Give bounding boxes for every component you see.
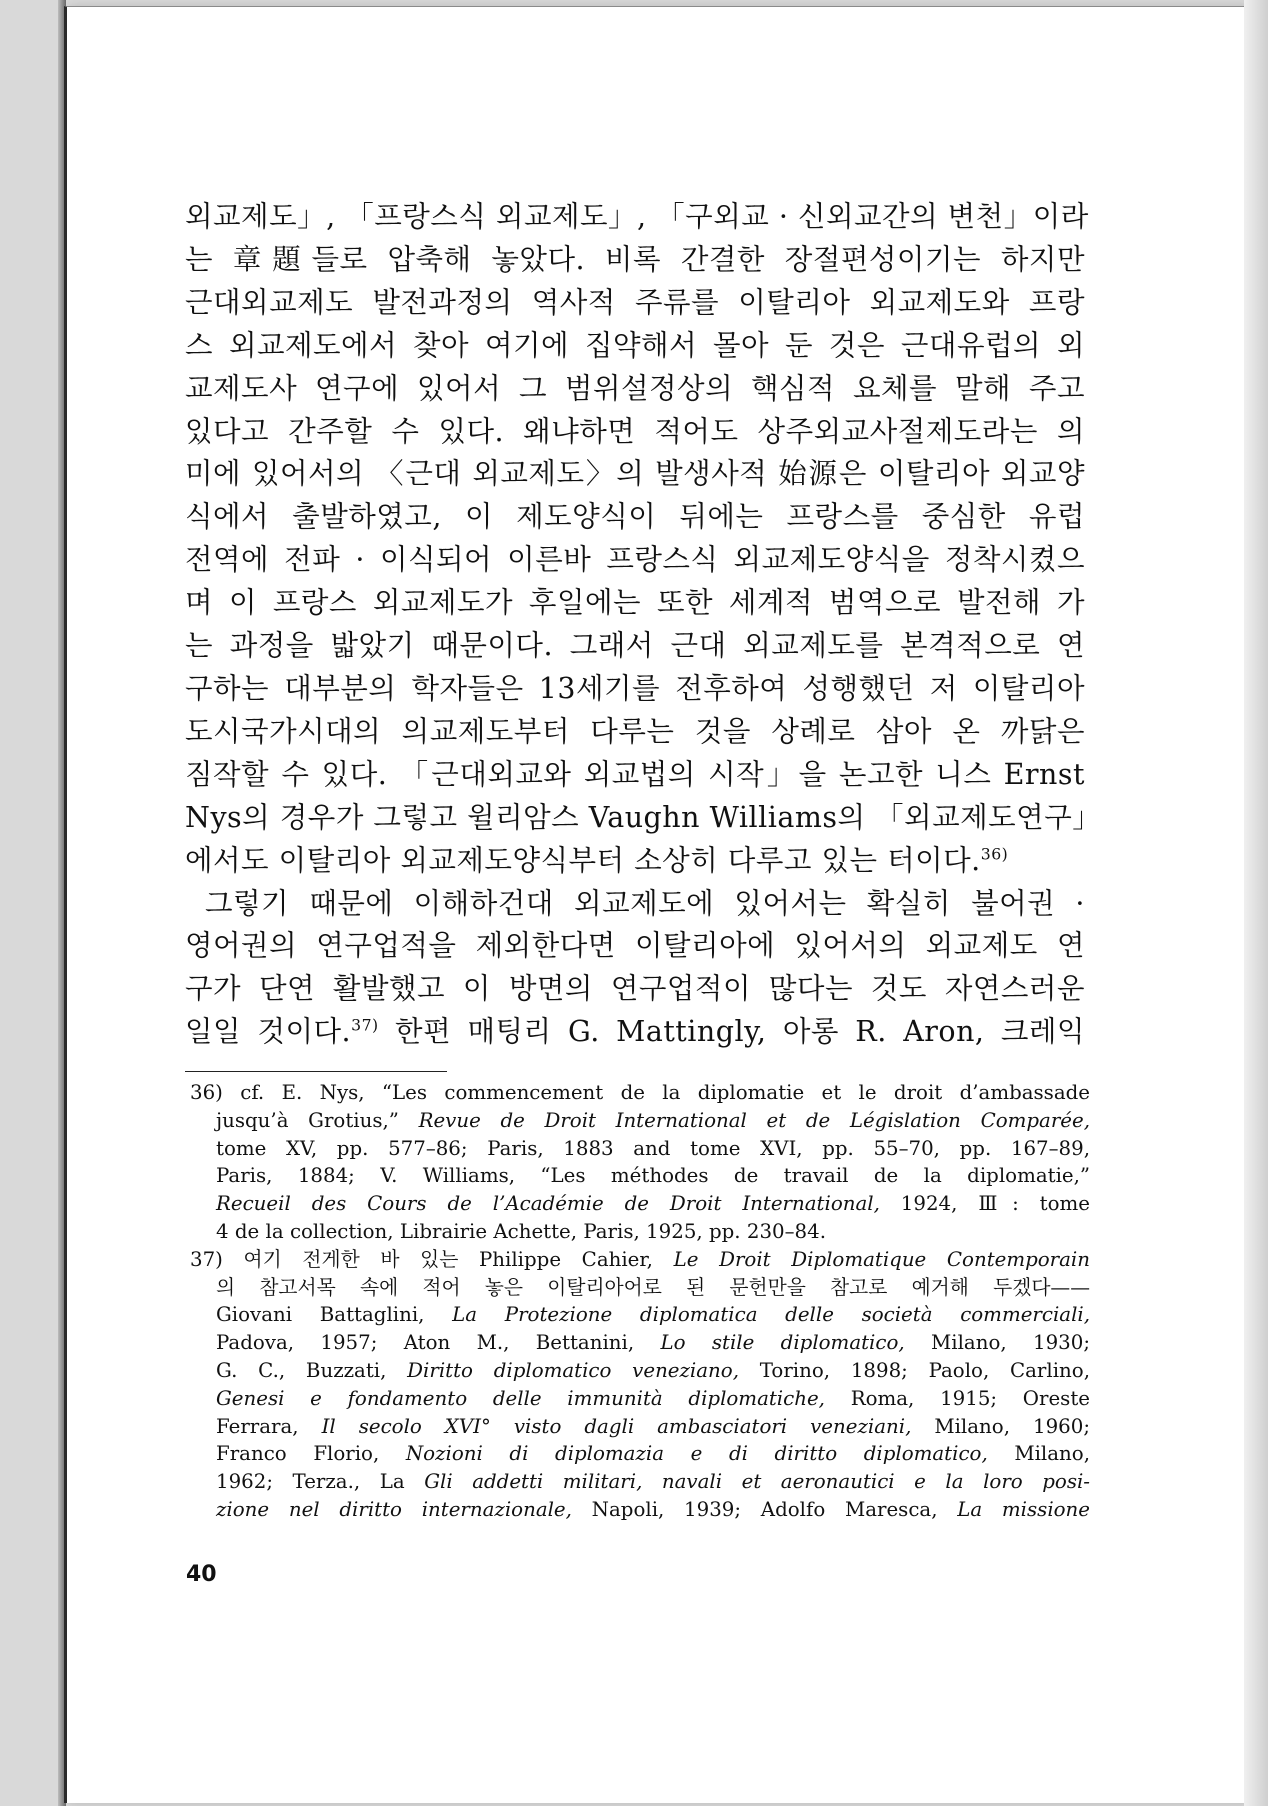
footnote-line (216, 1468, 1090, 1496)
footnote-line: Paris, 1884; V. Williams, “Les méthodes de travail de la diplomatie,” (216, 1164, 1090, 1188)
footnote-title: Le Droit Diplomatique Contemporain (673, 1247, 1090, 1271)
footnote-title: Nozioni di diplomazia e di diritto diplomatico, (405, 1442, 988, 1466)
body-line: 식에서 출발하였고, 이 제도양식이 뒤에는 프랑스를 중심한 유럽 (185, 500, 1085, 534)
footnote-text: jusqu’à Grotius,” (216, 1108, 419, 1132)
footnote-line: 36) cf. E. Nys, “Les commencement de la diplomatie et le droit d’ambassade (190, 1081, 1090, 1104)
footnote-line: tome XV, pp. 577–86; Paris, 1883 and tome XVI, pp. 55–70, pp. 167–89, (216, 1136, 1090, 1160)
body-line: 도시국가시대의 의교제도부터 다루는 것을 상례로 삼아 온 까닭은 (185, 714, 1085, 748)
footnote-title: Recueil des Cours de l’Académie de Droit International, (216, 1192, 880, 1216)
body-line: 있다고 간주할 수 있다. 왜냐하면 적어도 상주외교사절제도라는 의 (185, 414, 1085, 448)
page-right-edge (1244, 0, 1268, 1806)
footnote-36 (190, 1079, 1090, 1246)
body-line: 짐작할 수 있다. 「근대외교와 외교법의 시작」을 논고한 니스 Ernst (185, 757, 1085, 791)
footnote-text: Napoli, 1939; Adolfo Maresca, (571, 1497, 958, 1521)
footnote-line: 4 de la collection, Librairie Achette, Paris, 1925, pp. 230–84. (216, 1219, 826, 1243)
footnote-line (216, 1301, 1090, 1329)
footnote-title: Revue de Droit International et de Législation Comparée, (418, 1108, 1090, 1132)
footnote-text: Milano, 1960; (911, 1414, 1090, 1438)
footnote-line (216, 1440, 1090, 1468)
footnote-37 (190, 1246, 1090, 1524)
footnote-line (216, 1329, 1090, 1357)
body-line-text: 한편 매팅리 G. Mattingly, 아롱 R. Aron, 크레익 (378, 1015, 1085, 1049)
body-line: 는 과정을 밟았기 때문이다. 그래서 근대 외교제도를 본격적으로 연 (185, 629, 1085, 663)
footnote-line (216, 1190, 1090, 1218)
main-body-text (185, 196, 1102, 1054)
footnote-title: Genesi e fondamento delle immunità diplomatiche, (216, 1386, 825, 1410)
footnote-text: Giovani Battaglini, (216, 1303, 453, 1327)
footnote-line (216, 1413, 1090, 1441)
page-number: 40 (186, 1562, 217, 1587)
footnote-text: Ferrara, (216, 1414, 322, 1438)
footnote-line (216, 1496, 1090, 1524)
footnote-ref-36: 36) (980, 844, 1009, 864)
body-line (185, 1011, 1085, 1054)
footnote-text: Franco Florio, (216, 1442, 406, 1466)
footnote-text: Roma, 1915; Oreste (824, 1386, 1090, 1410)
body-line: 는 章題들로 압축해 놓았다. 비록 간결한 장절편성이기는 하지만 (185, 242, 1085, 276)
body-line: 스 외교제도에서 찾아 여기에 집약해서 몰아 둔 것은 근대유럽의 외 (185, 328, 1085, 362)
footnote-text: 1962; Terza., La (216, 1470, 425, 1494)
body-line: 전역에 전파 · 이식되어 이른바 프랑스식 외교제도양식을 정착시켰으 (185, 543, 1085, 577)
footnote-text: 1924, Ⅲ: tome (879, 1192, 1090, 1216)
body-line: 근대외교제도 발전과정의 역사적 주류를 이탈리아 외교제도와 프랑 (185, 285, 1085, 319)
footnote-title: La missione (957, 1497, 1090, 1521)
body-line: 구하는 대부분의 학자들은 13세기를 전후하여 성행했던 저 이탈리아 (185, 671, 1085, 705)
footnote-line (190, 1246, 1090, 1274)
body-line: 며 이 프랑스 외교제도가 후일에는 또한 세계적 범역으로 발전해 가 (185, 586, 1085, 620)
body-line-text: 에서도 이탈리아 외교제도양식부터 소상히 다루고 있는 터이다. (185, 843, 981, 877)
footnotes (190, 1079, 1090, 1524)
footnote-text: G. C., Buzzati, (216, 1358, 408, 1382)
footnote-title: Il secolo XVI° visto dagli ambasciatori veneziani, (321, 1414, 912, 1438)
body-line (185, 840, 1085, 883)
footnote-text: Padova, 1957; Aton M., Bettanini, (216, 1331, 661, 1355)
footnote-title: Gli addetti militari, navali et aeronautici e la loro posi- (424, 1470, 1090, 1494)
footnote-title: Lo stile diplomatico, (660, 1331, 905, 1355)
footnote-line (216, 1357, 1090, 1385)
body-line: 그렇기 때문에 이해하건대 외교제도에 있어서는 확실히 불어권 · (205, 886, 1085, 920)
footnote-line (216, 1107, 1090, 1135)
body-line: 교제도사 연구에 있어서 그 범위설정상의 핵심적 요체를 말해 주고 (185, 371, 1085, 405)
footnote-ref-37: 37) (351, 1015, 379, 1035)
footnote-line (216, 1385, 1090, 1413)
footnote-title: La Protezione diplomatica delle società commerciali, (452, 1303, 1091, 1327)
footnote-text: Milano, 1930; (904, 1331, 1090, 1355)
body-line: 미에 있어서의 〈근대 외교제도〉의 발생사적 始源은 이탈리아 외교양 (185, 457, 1085, 491)
footnote-text: Torino, 1898; Paolo, Carlino, (739, 1358, 1090, 1382)
footnote-text: 37) 여기 전게한 바 있는 Philippe Cahier, (190, 1247, 674, 1271)
footnote-title: zione nel diritto internazionale, (216, 1497, 572, 1521)
body-line: 영어권의 연구업적을 제외한다면 이탈리아에 있어서의 외교제도 연 (185, 929, 1085, 963)
body-line-text: 일일 것이다. (185, 1015, 352, 1049)
body-line: Nys의 경우가 그렇고 윌리암스 Vaughn Williams의 「외교제도연구」 (185, 800, 1102, 834)
footnote-text: Milano, (987, 1442, 1090, 1466)
body-line: 외교제도」, 「프랑스식 외교제도」, 「구외교 · 신외교간의 변천」이라 (185, 200, 1089, 233)
footnote-title: Diritto diplomatico veneziano, (407, 1358, 739, 1382)
body-line: 구가 단연 활발했고 이 방면의 연구업적이 많다는 것도 자연스러운 (185, 972, 1085, 1006)
footnote-separator (185, 1071, 447, 1072)
footnote-line: 의 참고서목 속에 적어 놓은 이탈리아어로 된 문헌만을 참고로 예거해 두겠다—— (216, 1275, 1090, 1299)
